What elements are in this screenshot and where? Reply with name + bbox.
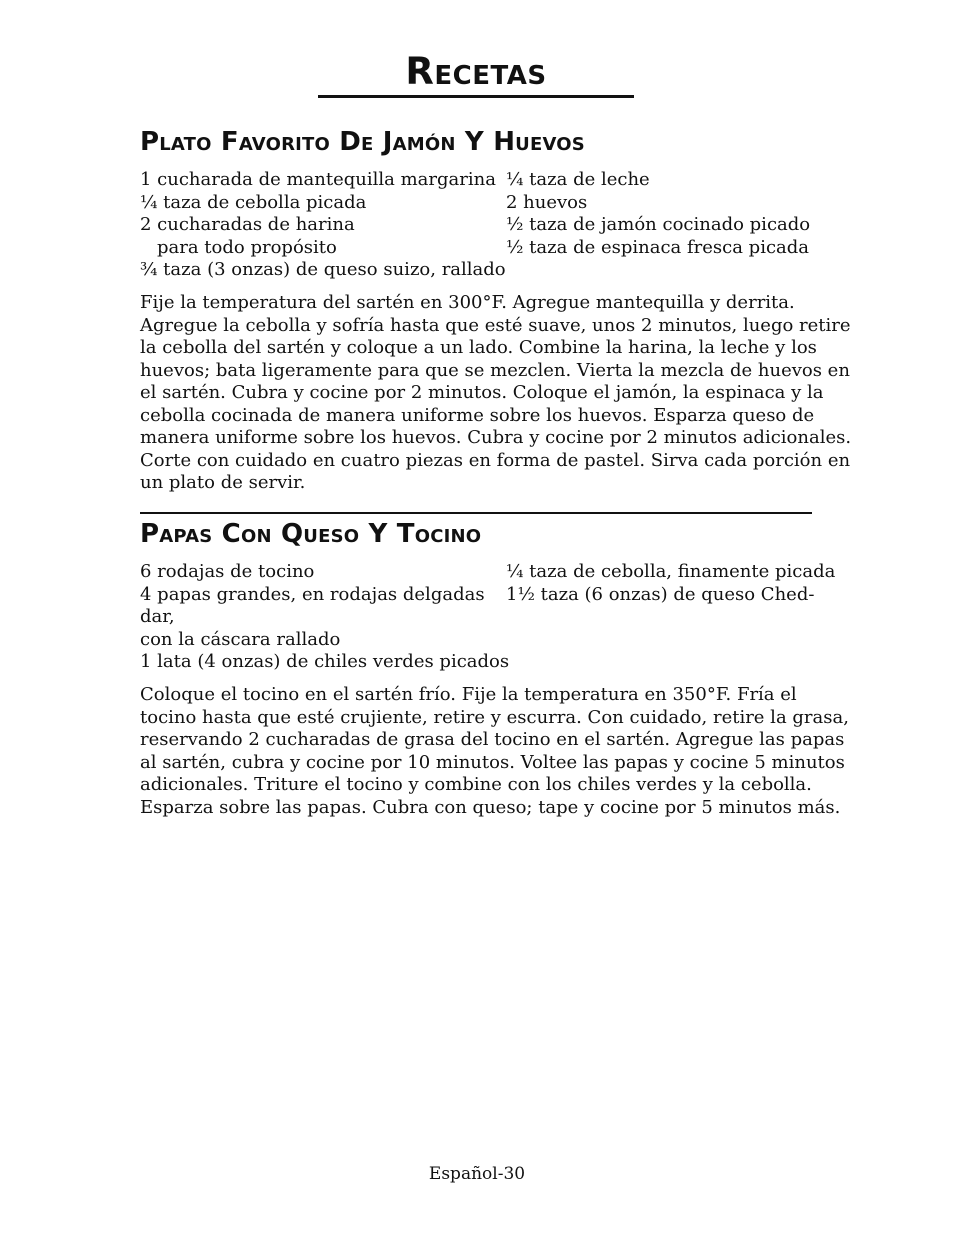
method-line: cebolla cocinada de manera uniforme sobre los huevos. Esparza queso de <box>140 404 815 426</box>
recipe-2-ingredients-left <box>140 561 509 674</box>
ingredient-item: 1 lata (4 onzas) de chiles verdes picados <box>140 651 510 672</box>
ingredient-item: ½ taza de jamón cocinado picado <box>506 214 811 235</box>
method-line: reservando 2 cucharadas de grasa del tocino en el sartén. Agregue las papas <box>140 729 845 750</box>
ingredient-item: 2 cucharadas de harina <box>140 214 355 235</box>
recipe-2-method <box>140 684 849 819</box>
ingredient-item: dar, <box>140 606 175 627</box>
method-line: el sartén. Cubra y cocine por 2 minutos. Coloque el jamón, la espinaca y la <box>140 382 824 403</box>
ingredient-item: ¼ taza de leche <box>506 169 650 190</box>
method-line: adicionales. Triture el tocino y combine con los chiles verdes y la cebolla. <box>140 774 812 795</box>
method-line: un plato de servir. <box>140 472 306 493</box>
section-divider <box>140 512 812 514</box>
ingredient-item: ¼ taza de cebolla, finamente picada <box>506 561 836 582</box>
method-line: Agregue la cebolla y sofría hasta que esté suave, unos 2 minutos, luego retire <box>140 314 851 336</box>
ingredient-item: ¾ taza (3 onzas) de queso suizo, rallado <box>140 259 506 280</box>
method-line: tocino hasta que esté crujiente, retire y escurra. Con cuidado, retire la grasa, <box>140 706 849 728</box>
method-line: Corte con cuidado en cuatro piezas en forma de pastel. Sirva cada porción en <box>140 449 851 471</box>
ingredient-item: para todo propósito <box>157 236 337 258</box>
ingredient-item: ¼ taza de cebolla picada <box>140 191 367 213</box>
ingredient-item: ½ taza de espinaca fresca picada <box>506 236 810 258</box>
page-title-underline <box>318 52 634 98</box>
recipe-1-method <box>140 292 852 495</box>
recipe-1-title: Plato Favorito De Jamón Y Huevos <box>140 127 585 157</box>
recipe-1-ingredients-left <box>140 169 506 282</box>
method-line: la cebolla del sartén y coloque a un lado. Combine la harina, la leche y los <box>140 337 817 358</box>
method-line: huevos; bata ligeramente para que se mezclen. Vierta la mezcla de huevos en <box>140 359 850 381</box>
ingredient-item: 1 cucharada de mantequilla margarina <box>140 169 496 190</box>
method-line: Coloque el tocino en el sartén frío. Fije la temperatura en 350°F. Fría el <box>140 684 797 705</box>
recipe-2-title: Papas Con Queso Y Tocino <box>140 519 482 549</box>
method-line: al sartén, cubra y cocine por 10 minutos. Voltee las papas y cocine 5 minutos <box>140 751 845 773</box>
page-number: Español-30 <box>428 1164 526 1184</box>
ingredient-item: 2 huevos <box>506 191 588 213</box>
ingredient-item: con la cáscara rallado <box>140 628 341 650</box>
recipe-2-ingredients-right <box>506 561 835 606</box>
ingredient-item: 6 rodajas de tocino <box>140 561 315 582</box>
method-line: manera uniforme sobre los huevos. Cubra y cocine por 2 minutos adicionales. <box>140 427 852 448</box>
method-line: Esparza sobre las papas. Cubra con queso; tape y cocine por 5 minutos más. <box>140 796 841 818</box>
ingredient-item: 4 papas grandes, en rodajas delgadas <box>140 583 485 605</box>
page-title: Recetas <box>405 50 547 93</box>
method-line: Fije la temperatura del sartén en 300°F. Agregue mantequilla y derrita. <box>140 292 795 313</box>
ingredient-item: 1½ taza (6 onzas) de queso Ched- <box>506 583 815 605</box>
recipe-1-ingredients-right <box>506 169 810 259</box>
